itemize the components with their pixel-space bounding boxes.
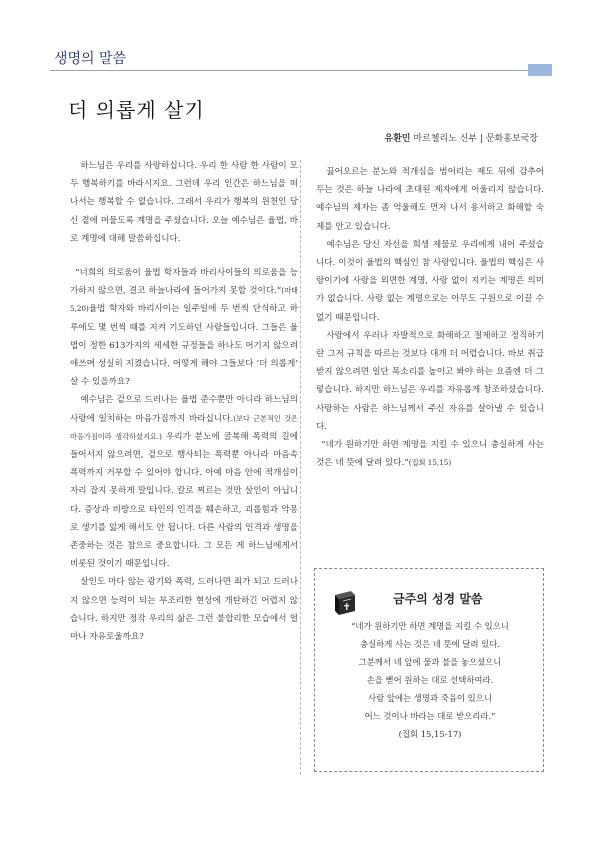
scripture-reference: (마태 5,20) xyxy=(70,286,298,314)
author-name: 유환민 xyxy=(384,134,411,144)
quote-text: “네가 원하기만 하면 계명을 지킬 수 있으니 충실하게 사는 것은 네 뜻에 달려 있다.” xyxy=(316,440,544,469)
quote-text: “너희의 의로움이 율법 학자들과 바리사이들의 의로움을 능가하지 않으면, 결코 하늘나라에 들어가지 못할 것이다.” xyxy=(70,268,298,297)
paragraph xyxy=(70,264,298,391)
paragraph xyxy=(316,436,544,472)
section-title: 생명의 말씀 xyxy=(54,51,127,67)
weekly-verse-text xyxy=(323,617,537,743)
verse-line: 손을 뻗어 원하는 대로 선택하여라. xyxy=(366,675,494,685)
verse-reference: (집회 15,15-17) xyxy=(398,729,462,739)
scripture-reference: (집회 15,15) xyxy=(408,458,452,468)
column-divider xyxy=(300,160,301,775)
paragraph: 예수님은 당신 자신을 희생 제물로 우리에게 내어 주셨습니다. 이것이 율법의 핵심인 참 사랑입니다. 율법의 핵심은 사랑이기에 사랑을 외면한 계명, 사랑 없이 지키는 계명은 의미가 없습니다. 사랑 없는 계명으로는 아무도 구원으로 이끌 수 없기 때문입니다. xyxy=(316,239,544,323)
verse-line: 어느 것이나 바라는 대로 받으리라.” xyxy=(364,711,496,721)
weekly-verse-box xyxy=(314,568,544,772)
left-column xyxy=(70,157,298,646)
verse-line: 사람 앞에는 생명과 죽음이 있으니 xyxy=(368,693,492,703)
verse-line: 그분께서 네 앞에 물과 불을 놓으셨으니 xyxy=(358,657,502,667)
header-accent-bar xyxy=(528,64,552,76)
verse-line: 충실하게 사는 것은 네 뜻에 달려 있다. xyxy=(360,639,500,649)
paragraph: 끓어오르는 분노와 적개심을 범어리는 제도 뒤에 감추어 두는 것은 하늘 나라에 초대된 제자에게 어울리지 않습니다. 예수님의 제자는 좀 억울해도 먼저 나서 용서하고 화해할 숙제를 안고 있습니다. xyxy=(316,167,544,232)
paragraph: 살인도 마다 않는 광기와 폭력, 드러나면 죄가 되고 드러나지 않으면 능력이 되는 부조리한 현상에 개탄하긴 어렵지 않습니다. 하지만 정작 우리의 삶은 그런 불합리한 모습에서 얼마나 자유로울까요? xyxy=(70,577,298,643)
paragraph xyxy=(70,391,298,573)
right-column xyxy=(316,163,544,472)
author-role: 마르첼리노 신부 | 문화홍보국장 xyxy=(413,134,538,144)
paragraph-text: 율법 학자와 바리사이는 일주일에 두 번씩 단식하고 하루에도 몇 번씩 때를 지켜 기도하던 사람들입니다. 그들은 율법이 정한 613가지의 세세한 규정들을 하나도 어기지 않으려 애쓰며 성실히 지켰습니다. 어떻게 해야 그들보다 ‘더 의롭게’ 살 수 있을까요? xyxy=(70,304,298,388)
bible-book-icon xyxy=(329,587,359,617)
aside-note: (보다 근본적인 것은 마음가짐이라 생각하셨지요.) xyxy=(70,413,298,441)
paragraph: 사랑에서 우러나 자발적으로 화해하고 절제하고 정직하기란 그저 규칙을 따르는 것보다 대개 더 어렵습니다. 바보 취급받지 않으려면 일단 목소리를 높이고 봐야 하는 요즘엔 더 그렇습니다. 하지만 하느님은 우리를 자유롭게 창조하셨습니다. 사랑하는 사람은 하느님께서 주신 자유를 살아낼 수 있습니다. xyxy=(316,330,544,432)
article-title: 더 의롭게 살기 xyxy=(68,98,205,122)
paragraph-text: 예수님은 겉으로 드러나는 율법 준수뿐만 아니라 하느님의 사랑에 일치하는 마음가짐까지 바라십니다. xyxy=(70,395,298,424)
header-rule xyxy=(50,70,528,71)
byline xyxy=(384,131,538,144)
weekly-verse-title: 금주의 성경 말씀 xyxy=(393,592,483,606)
verse-line: “네가 원하기만 하면 계명을 지킬 수 있으니 xyxy=(351,621,509,631)
paragraph-text: 우리가 분노에 굴복해 폭력의 길에 들어서지 않으려면, 겉으로 행사되는 폭력뿐 아니라 마음속 폭력까지 거부할 수 있어야 합니다. 아예 마음 안에 적개심이 자리 잡지 못하게 말입니다. 칼로 찌르는 것만 살인이 아닙니다. 증상과 비방으로 타인의 인격을 훼손하고, 괴롭힘과 악몽로 생기를 잃게 해서도 안 됩니다. 다른 사람의 인격과 생명을 존중하는 것은 참으로 중요합니다. 그 모든 게 하느님에게서 비롯된 것이기 때문입니다. xyxy=(70,431,298,570)
paragraph: 하느님은 우리를 사랑하십니다. 우리 한 사람 한 사람이 모두 행복하기를 바라시지요. 그런데 우리 인간은 하느님을 떠나서는 행복할 수 없습니다. 그래서 우리가 행복의 원천인 당신 곁에 머물도록 계명을 주셨습니다. 오늘 예수님은 율법, 바로 계명에 대해 말씀하십니다. xyxy=(70,161,298,244)
